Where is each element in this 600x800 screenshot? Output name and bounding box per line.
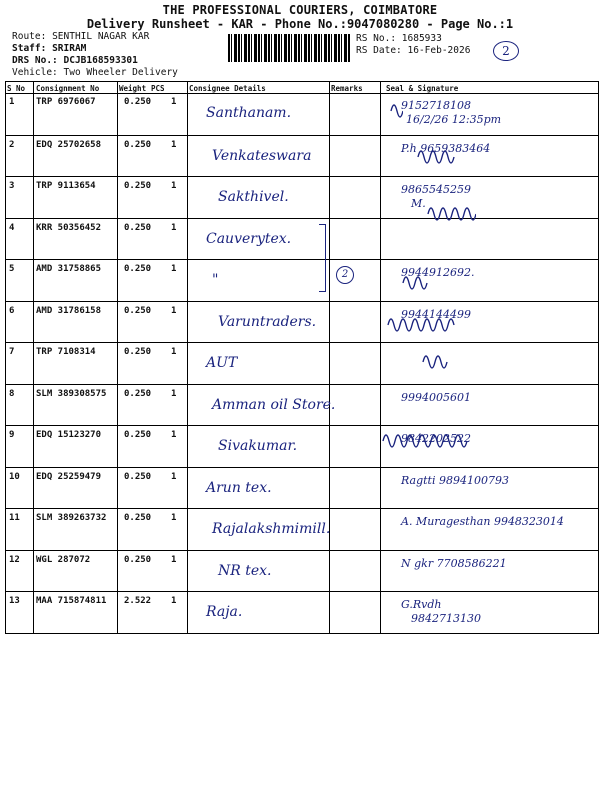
- row-consignment-no: EDQ 25702658: [36, 139, 102, 150]
- row-pcs: 1: [171, 264, 177, 274]
- row-pcs: 1: [171, 181, 177, 191]
- row-pcs: 1: [171, 97, 177, 107]
- row-consignee: Sivakumar.: [218, 438, 298, 454]
- row-signature: 9994005601: [401, 390, 471, 404]
- row-consignee: Santhanam.: [206, 105, 292, 121]
- row-signature: 9944912692.: [401, 266, 475, 279]
- row-sno: 2: [9, 139, 15, 150]
- row-sno: 6: [9, 305, 15, 316]
- row-sno: 1: [9, 97, 15, 107]
- row-pcs: 1: [171, 596, 177, 606]
- row-weight: 0.250: [124, 554, 152, 565]
- row-weight: 0.250: [124, 471, 152, 482]
- row-pcs: 1: [171, 347, 177, 357]
- row-consignment-no: TRP 9113654: [36, 181, 96, 191]
- runsheet-table: [5, 81, 599, 634]
- row-signature-note: M.: [411, 197, 426, 210]
- route-value: SENTHIL NAGAR KAR: [52, 31, 150, 42]
- signature-scribble: [426, 200, 476, 226]
- row-consignee: Arun tex.: [206, 479, 272, 496]
- row-consignment-no: AMD 31758865: [36, 264, 102, 274]
- row-consignment-no: KRR 50356452: [36, 222, 102, 233]
- row-sno: 10: [9, 471, 20, 482]
- page-mark-circled: 2: [493, 41, 519, 61]
- bracket-mark: [319, 224, 326, 292]
- row-consignee: NR tex.: [218, 562, 272, 579]
- row-weight: 0.250: [124, 139, 152, 150]
- row-weight: 0.250: [124, 264, 152, 274]
- staff-line: Staff: SRIRAM: [12, 43, 87, 54]
- row-consignee: Amman oil Store.: [212, 396, 336, 413]
- row-signature: N gkr 7708586221: [401, 556, 507, 570]
- row-consignment-no: WGL 287072: [36, 554, 91, 565]
- row-sno: 13: [9, 596, 20, 606]
- table-row: [6, 259, 598, 302]
- table-row: [6, 467, 598, 510]
- table-row: [6, 93, 598, 135]
- row-signature-note: 9842713130: [411, 612, 481, 625]
- row-signature: 9944144499: [401, 307, 471, 321]
- row-consignment-no: EDQ 15123270: [36, 430, 102, 440]
- col-weight: Weight: [119, 84, 147, 93]
- drs-value: DCJB168593301: [63, 55, 138, 66]
- row-sno: 8: [9, 388, 15, 399]
- signature-scribble: [389, 97, 403, 123]
- staff-value: SRIRAM: [52, 43, 87, 54]
- rs-date-line: RS Date: 16-Feb-2026: [356, 45, 471, 56]
- row-weight: 0.250: [124, 430, 152, 440]
- row-signature: 9842202522: [401, 432, 471, 445]
- vehicle-line: Vehicle: Two Wheeler Delivery: [12, 67, 178, 78]
- table-row: [6, 508, 598, 551]
- row-sno: 7: [9, 347, 15, 357]
- signature-scribble: [401, 269, 431, 295]
- signature-scribble: [381, 427, 471, 453]
- row-pcs: 1: [171, 305, 177, 316]
- row-pcs: 1: [171, 471, 177, 482]
- row-signature: 9152718108: [401, 99, 471, 112]
- table-row: [6, 135, 598, 178]
- table-row: [6, 176, 598, 219]
- row-consignment-no: MAA 715874811: [36, 596, 107, 606]
- company-title: THE PROFESSIONAL COURIERS, COIMBATORE: [162, 3, 438, 17]
- col-consignment: Consignment No: [36, 84, 100, 93]
- row-sno: 5: [9, 264, 15, 274]
- row-consignee: Rajalakshmimill.: [212, 521, 331, 537]
- signature-scribble: [421, 348, 451, 374]
- row-consignee: ": [212, 272, 219, 288]
- row-weight: 0.250: [124, 347, 152, 357]
- row-weight: 2.522: [124, 596, 152, 606]
- row-sno: 11: [9, 513, 20, 523]
- row-pcs: 1: [171, 430, 177, 440]
- table-row: [6, 342, 598, 385]
- vehicle-value: Two Wheeler Delivery: [63, 67, 178, 78]
- row-pcs: 1: [171, 554, 177, 565]
- table-row: [6, 591, 598, 634]
- row-consignment-no: SLM 389308575: [36, 388, 107, 399]
- barcode: [228, 34, 350, 62]
- row-signature: P.h 9659383464: [401, 141, 491, 155]
- signature-scribble: [386, 311, 456, 337]
- table-row: [6, 384, 598, 427]
- col-pcs: PCS: [151, 84, 165, 93]
- drs-line: DRS No.: DCJB168593301: [12, 55, 138, 66]
- row-weight: 0.250: [124, 181, 152, 191]
- row-weight: 0.250: [124, 388, 152, 399]
- row-sno: 4: [9, 222, 15, 233]
- table-row: [6, 218, 598, 261]
- row-weight: 0.250: [124, 97, 152, 107]
- col-seal-signature: Seal & Signature: [386, 84, 459, 93]
- rs-no-line: RS No.: 1685933: [356, 33, 442, 44]
- row-weight: 0.250: [124, 305, 152, 316]
- row-sno: 9: [9, 430, 15, 440]
- row-signature: 9865545259: [401, 183, 471, 196]
- row-consignment-no: TRP 6976067: [36, 97, 96, 107]
- row-pcs: 1: [171, 513, 177, 523]
- col-sno: S No: [7, 84, 26, 93]
- row-signature: A. Muragesthan 9948323014: [401, 515, 564, 528]
- runsheet-title: Delivery Runsheet - KAR - Phone No.:9047080280 - Page No.:1: [86, 17, 514, 31]
- col-remarks: Remarks: [331, 84, 363, 93]
- row-sno: 3: [9, 181, 15, 191]
- row-consignee: Venkateswara: [212, 147, 312, 164]
- table-row: [6, 550, 598, 593]
- row-signature-note: 16/2/26 12:35pm: [406, 113, 502, 126]
- row-pcs: 1: [171, 388, 177, 399]
- row-consignee: Sakthivel.: [218, 189, 289, 205]
- row-consignee: AUT: [206, 355, 238, 371]
- rs-date-value: 16-Feb-2026: [407, 45, 471, 56]
- row-consignee: Varuntraders.: [218, 313, 317, 330]
- row-consignment-no: AMD 31786158: [36, 305, 102, 316]
- row-pcs: 1: [171, 222, 177, 233]
- row-consignment-no: TRP 7108314: [36, 347, 96, 357]
- table-row: [6, 425, 598, 468]
- row-consignee: Cauverytex.: [206, 230, 292, 247]
- signature-scribble: [416, 143, 456, 169]
- row-sno: 12: [9, 554, 20, 565]
- row-weight: 0.250: [124, 513, 152, 523]
- col-consignee: Consignee Details: [189, 84, 266, 93]
- route-line: Route: SENTHIL NAGAR KAR: [12, 31, 150, 42]
- row-consignment-no: SLM 389263732: [36, 513, 107, 523]
- table-row: [6, 301, 598, 344]
- row-signature: G.Rvdh: [401, 598, 442, 611]
- row-circled-mark: 2: [336, 266, 354, 284]
- row-weight: 0.250: [124, 222, 152, 233]
- row-pcs: 1: [171, 139, 177, 150]
- row-signature: Ragtti 9894100793: [401, 473, 509, 487]
- row-consignment-no: EDQ 25259479: [36, 471, 102, 482]
- rs-no-value: 1685933: [401, 33, 442, 44]
- row-consignee: Raja.: [206, 604, 243, 620]
